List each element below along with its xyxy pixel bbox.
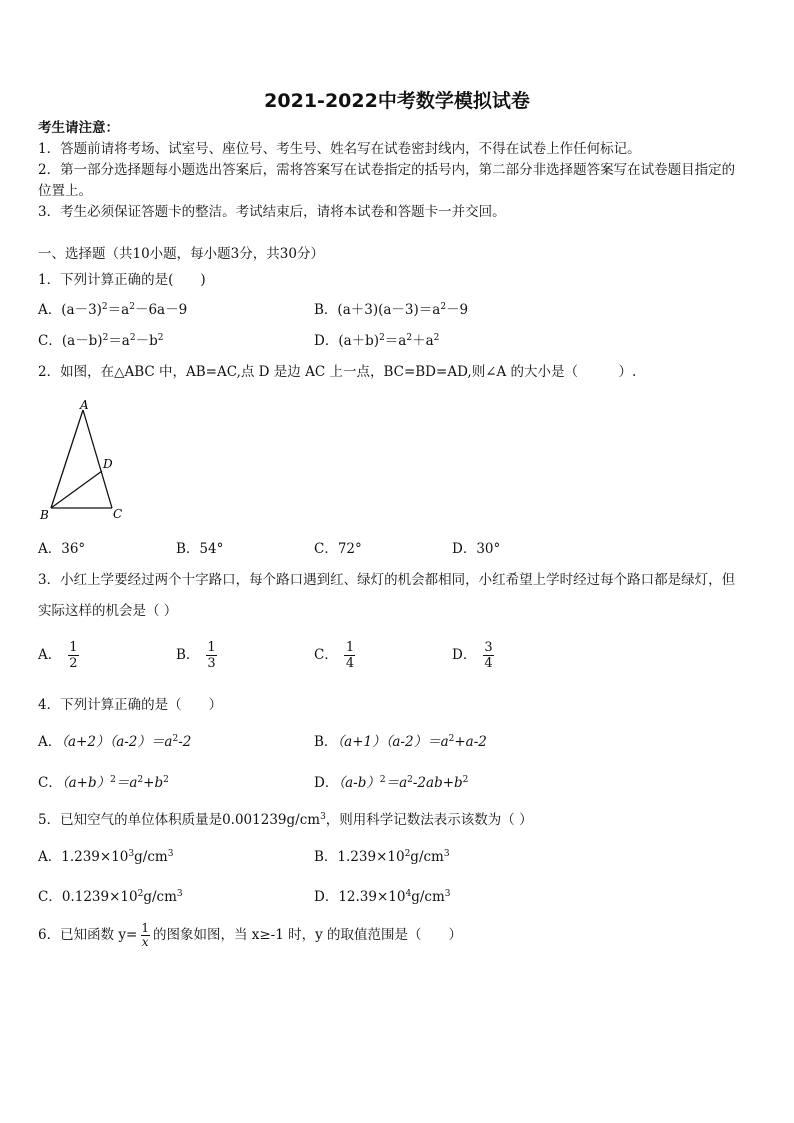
q1-stem: 1．下列计算正确的是( ): [38, 272, 206, 288]
page-title: 2021-2022中考数学模拟试卷: [264, 90, 530, 112]
label-d: D: [103, 457, 113, 471]
notice-item-1: 1．答题前请将考场、试室号、座位号、考生号、姓名写在试卷密封线内，不得在试卷上作任何标记。: [38, 141, 641, 157]
q3-option-a: A． $\frac{1}{2}$: [38, 640, 78, 671]
segment-bd: [51, 471, 102, 508]
side-ab: [51, 410, 83, 508]
q5-option-b: B．$1.239\times 10^2g/cm^3$: [314, 849, 450, 865]
label-b: B: [40, 508, 49, 522]
q5-option-a: A．$1.239\times 10^3g/cm^3$: [38, 849, 174, 865]
q2-option-d: D．30°: [452, 541, 501, 557]
q4-option-d: D．$(a-b)^2=a^2-2ab+b^2$: [314, 775, 469, 791]
q5-option-d: D．$12.39\times 10^4g/cm^3$: [314, 889, 451, 905]
triangle-figure: [36, 396, 136, 528]
q2-option-b: B．54°: [176, 541, 224, 557]
q3-option-b: B． $\frac{1}{3}$: [176, 640, 216, 671]
q4-option-b: B．$(a+1)(a-2)=a^2+a-2$: [314, 734, 487, 750]
q1-option-a: A．$(a-3)^2=a^2-6a-9$: [38, 302, 188, 318]
notice-item-2-cont: 位置上。: [38, 183, 92, 199]
q1-option-c: C．$(a-b)^2=a^2-b^2$: [38, 333, 164, 349]
q2-option-c: C．72°: [314, 541, 362, 557]
q5-option-c: C．$0.1239\times 10^2g/cm^3$: [38, 889, 183, 905]
q1-option-d: D．$(a+b)^2=a^2+a^2$: [314, 333, 440, 349]
q6-stem: 6．已知函数 y= $\frac{1}{x}$ 的图象如图，当 x≥-1 时，y 的取值范围是（ ）: [38, 921, 463, 949]
label-a: A: [80, 398, 89, 412]
q3-stem-line2: 实际这样的机会是（ ）: [38, 603, 178, 619]
q2-option-a: A．36°: [38, 541, 86, 557]
section-heading: 一、选择题（共10小题，每小题3分，共30分）: [38, 246, 324, 262]
q3-stem-line1: 3．小红上学要经过两个十字路口，每个路口遇到红、绿灯的机会都相同，小红希望上学时经过每个路口都是绿灯，但: [38, 572, 736, 588]
notice-heading: 考生请注意：: [38, 120, 119, 136]
q2-stem: 2．如图，在△ABC 中，AB=AC,点 D 是边 AC 上一点，BC=BD=AD,则∠A 的大小是（ ）.: [38, 364, 637, 380]
q4-option-c: C．$(a+b)^2=a^2+b^2$: [38, 775, 169, 791]
q4-stem: 4．下列计算正确的是（ ）: [38, 697, 223, 713]
q3-option-c: C． $\frac{1}{4}$: [314, 640, 355, 671]
q3-option-d: D． $\frac{3}{4}$: [452, 640, 493, 671]
q4-option-a: A．$(a+2)(a-2)=a^2-2$: [38, 734, 192, 750]
q1-option-b: B．$(a+3)(a-3)=a^2-9$: [314, 302, 469, 318]
label-c: C: [113, 507, 123, 521]
q5-stem: 5．已知空气的单位体积质量是$0.001239g/cm^3$，则用科学记数法表示该数为（ ）: [38, 812, 533, 828]
notice-item-3: 3．考生必须保证答题卡的整洁。考试结束后，请将本试卷和答题卡一并交回。: [38, 204, 506, 220]
notice-item-2: 2．第一部分选择题每小题选出答案后，需将答案写在试卷指定的括号内，第二部分非选择题答案写在试卷题目指定的: [38, 162, 736, 178]
